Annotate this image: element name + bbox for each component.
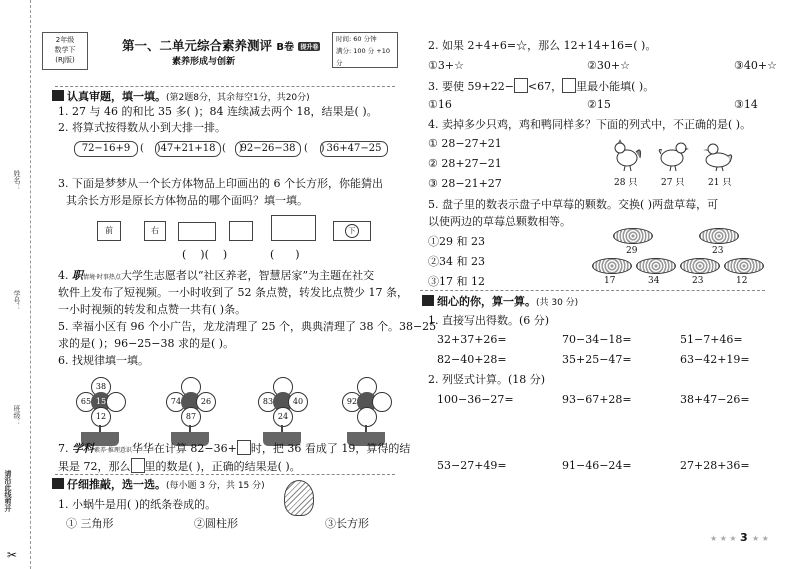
calc-item: 51−7+46= (680, 333, 743, 346)
answer-box (562, 78, 576, 93)
choice-1-option-1: ① 三角形 (66, 517, 114, 530)
page-title (122, 36, 320, 54)
face-blank (229, 221, 253, 241)
strawberry-plate (636, 258, 676, 274)
divider (420, 290, 765, 291)
choice-4: 4. 卖掉多少只鸡，鸡和鸭同样多？下面的列式中，不正确的是( )。 (428, 118, 752, 131)
choice-3-option-3: ③14 (734, 98, 758, 111)
question-4-line3: 一小时视频的转发和点赞一共有( )条。 (58, 303, 247, 316)
duck-count: 21 只 (708, 178, 732, 188)
cut-text: 请沿此线剪开 (4, 470, 12, 512)
question-3-line2: 其余长方形是原长方体物品的哪个面吗？填一填。 (66, 194, 308, 207)
choice-2-option-2: ②30+☆ (587, 59, 630, 72)
choice-5-option-1: ①29 和 23 (428, 235, 485, 248)
choice-2: 2. 如果 2+4+6=☆，那么 12+14+16=( )。 (428, 39, 657, 52)
full-score: 满分: 100 分 +10 分 (336, 47, 391, 67)
petal-bottom (357, 407, 377, 427)
version-badge: B卷 (276, 42, 294, 53)
question-3-line1: 3. 下面是梦梦从一个长方体物品上印画出的 6 个长方形，你能猜出 (58, 177, 383, 190)
petal-right (372, 392, 392, 412)
section-1-title: 认真审题，填一填。 (67, 90, 166, 103)
calc-item: 82−40+28= (437, 353, 507, 366)
blank-paren: ( ) (140, 143, 161, 154)
divider (55, 86, 395, 87)
choice-2-option-1: ①3+☆ (428, 59, 464, 72)
section-marker-icon (52, 478, 64, 489)
plate-count: 29 (626, 246, 638, 256)
flower-4 (336, 375, 396, 435)
expression-card: 72−16+9 (74, 141, 138, 157)
question-5-line2: 求的是( )；96−25−38 求的是( )。 (58, 337, 235, 350)
tag-text: 职 (72, 269, 83, 282)
petal-left: 65 (76, 392, 96, 412)
c3-text: 3. 要使 59+22− (428, 80, 514, 93)
calc-item: 91−46−24= (562, 459, 632, 472)
question-tag (72, 268, 121, 285)
section-3-note: (共 30 分) (536, 298, 579, 308)
expression-card: 92−26−38 (235, 141, 301, 157)
calc-item: 32+37+26= (437, 333, 507, 346)
calc-item: 100−36−27= (437, 393, 514, 406)
petal-right: 40 (288, 392, 308, 412)
calc-item: 70−34−18= (562, 333, 632, 346)
snail-icon (284, 480, 314, 516)
calc-item: 63−42+19= (680, 353, 750, 366)
title-text: 第一、二单元综合素养测评 (122, 38, 273, 53)
q7-text: 果是 72，那么 (58, 460, 131, 473)
divider (55, 474, 395, 475)
question-5-line1: 5. 幸福小区有 96 个小广告，龙龙清理了 25 个，典典清理了 38 个。38−25 (58, 320, 437, 333)
face-bottom (333, 221, 371, 241)
calc-2-heading: 2. 列竖式计算。(18 分) (428, 373, 546, 386)
c3-text: <67， (527, 80, 563, 93)
q7-text: 里的数是( )，正确的结果是( )。 (144, 460, 301, 473)
face-front (97, 221, 121, 241)
exam-info (332, 32, 398, 68)
answer-parens: ( ) (270, 248, 300, 261)
section-3-title: 细心的你，算一算。 (437, 295, 536, 308)
petal-bottom: 24 (273, 407, 293, 427)
petal-bottom: 87 (181, 407, 201, 427)
section-2-title: 仔细推敲，选一选。 (67, 478, 166, 491)
choice-1-option-2: ②圆柱形 (194, 517, 238, 530)
page-subtitle: 素养形成与创新 (172, 57, 236, 67)
answer-box (514, 78, 528, 93)
binding-margin (0, 0, 31, 569)
plate-count: 23 (692, 276, 704, 286)
footer-stars-left: ★ ★ ★ (710, 534, 737, 543)
question-2: 2. 将算式按得数从小到大排一排。 (58, 121, 226, 134)
expression-card: 36+47−25 (320, 141, 388, 157)
answer-box (131, 458, 145, 473)
question-tag (72, 441, 132, 458)
choice-3-option-1: ①16 (428, 98, 452, 111)
strawberry-plate (680, 258, 720, 274)
question-6: 6. 找规律填一填。 (58, 354, 149, 367)
petal-right: 26 (196, 392, 216, 412)
scissors-icon: ✂ (7, 548, 18, 562)
petal-bottom: 12 (91, 407, 111, 427)
time-limit: 时间: 60 分钟 (336, 35, 377, 43)
section-1-note: (第2题8分，其余每空1分，共20分) (166, 93, 310, 103)
choice-5-option-2: ②34 和 23 (428, 255, 485, 268)
calc-item: 93−67+28= (562, 393, 632, 406)
section-marker-icon (52, 90, 64, 101)
strawberry-plate (613, 228, 653, 244)
face-label: 右 (151, 226, 159, 235)
answer-box (237, 440, 251, 455)
page-number: 3 (740, 531, 748, 544)
calc-item: 27+28+36= (680, 459, 750, 472)
section-2-heading (52, 477, 265, 494)
grade-label: 2年级 (55, 36, 75, 44)
edition-label: (RJ版) (55, 56, 75, 64)
face-right (144, 221, 166, 241)
strawberry-plate (699, 228, 739, 244)
flower-2 (160, 375, 220, 435)
choice-3-option-2: ②15 (587, 98, 611, 111)
choice-3 (428, 78, 654, 94)
blank-paren: ( ) (304, 143, 325, 154)
tag-small: 素养·推理意识 (94, 447, 132, 454)
q4-text: 大学生志愿者以“社区养老，智慧居家”为主题在社交 (120, 269, 375, 282)
q7-text: 时，把 36 看成了 19，算得的结 (250, 442, 411, 455)
question-7-line1: 7. 学科素养·推理意识华华在计算 82−36+ 时，把 36 看成了 19，算得的结 (58, 440, 410, 458)
flower-center: 15 (91, 392, 111, 412)
flower-3 (252, 375, 312, 435)
subject-label: 数学下 (54, 46, 76, 54)
petal-top: 38 (91, 377, 111, 397)
hen-icon (656, 138, 690, 172)
choice-1: 1. 小蜗牛是用( )的纸条卷成的。 (58, 498, 217, 511)
number-label: 学号： (13, 290, 21, 311)
face-label: 下 (345, 224, 359, 238)
c3-text: 里最小能填( )。 (576, 80, 655, 93)
choice-4-option-1: ① 28−27+21 (428, 137, 502, 150)
calc-item: 35+25−47= (562, 353, 632, 366)
answer-parens: ( )( ) (182, 248, 228, 261)
calc-item: 53−27+49= (437, 459, 507, 472)
name-label: 姓名： (13, 170, 21, 191)
calc-1-heading: 1. 直接写出得数。(6 分) (428, 314, 550, 327)
strawberry-plate (592, 258, 632, 274)
hen-count: 27 只 (661, 178, 685, 188)
class-label: 班级： (13, 405, 21, 426)
section-3-heading (422, 294, 578, 311)
duck-icon (702, 138, 736, 172)
petal-right (106, 392, 126, 412)
calc-item: 38+47−26= (680, 393, 750, 406)
grade-box (42, 32, 88, 70)
plate-count: 17 (604, 276, 616, 286)
petal-left: 92 (342, 392, 362, 412)
face-blank (178, 222, 216, 241)
rooster-icon (610, 138, 644, 172)
plate-count: 34 (648, 276, 660, 286)
level-badge: 提升卷 (300, 44, 319, 51)
tag-small: 情境·时事热点 (83, 274, 121, 281)
face-label: 前 (105, 226, 113, 235)
choice-1-option-3: ③长方形 (325, 517, 369, 530)
rooster-count: 28 只 (614, 178, 638, 188)
plate-count: 23 (712, 246, 724, 256)
flower-1 (70, 375, 130, 435)
choice-5-line2: 以使两边的草莓总颗数相等。 (428, 215, 571, 228)
q7-text: 华华在计算 82−36+ (131, 442, 237, 455)
question-1: 1. 27 与 46 的和比 35 多( )；84 连续减去两个 18，结果是( )。 (58, 105, 378, 118)
choice-4-option-3: ③ 28−21+27 (428, 177, 502, 190)
footer-stars-right: ★ ★ (752, 534, 769, 543)
face-blank (271, 215, 316, 241)
petal-left: 74 (166, 392, 186, 412)
section-marker-icon (422, 295, 434, 306)
section-2-note: (每小题 3 分，共 15 分) (166, 481, 265, 491)
strawberry-plate (724, 258, 764, 274)
tag-text: 学科 (72, 442, 94, 455)
question-4-line1: 4. 职情境·时事热点大学生志愿者以“社区养老，智慧居家”为主题在社交 (58, 268, 374, 285)
blank-paren: ( ) (222, 143, 243, 154)
expression-card: 47+21+18 (155, 141, 221, 157)
petal-left: 83 (258, 392, 278, 412)
choice-5-line1: 5. 盘子里的数表示盘子中草莓的颗数。交换( )两盘草莓，可 (428, 198, 719, 211)
plate-count: 12 (736, 276, 748, 286)
choice-4-option-2: ② 28+27−21 (428, 157, 502, 170)
question-7-line2 (58, 458, 301, 474)
question-4-line2: 软件上发布了短视频。一小时收到了 52 条点赞，转发比点赞少 17 条， (58, 286, 408, 299)
choice-5-option-3: ③17 和 12 (428, 275, 485, 288)
page-header (42, 32, 398, 72)
choice-2-option-3: ③40+☆ (734, 59, 777, 72)
